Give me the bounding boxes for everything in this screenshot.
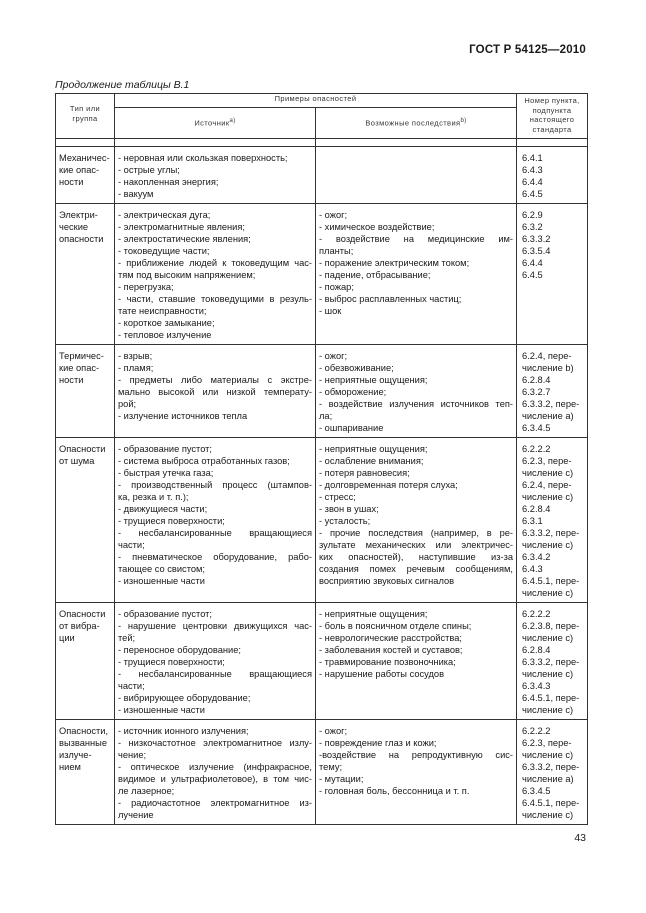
source-cell: - взрыв; - пламя; - предметы либо материалы с экстре- мально высокой или низкой температу- рой; - излучение источников тепла <box>115 345 316 438</box>
source-cell: - источник ионного излучения; - низкочастотное электромагнитное излу- чение; - оптическое излучение (инфракрасное, видимое и ультрафиолетовое), в том чис- ле лазерное; - радиочастотное электромагнитное из- лучение <box>115 720 316 825</box>
table-row <box>56 204 588 345</box>
group-cell: Опасности от вибра- ции <box>56 603 115 720</box>
header-number: Номер пункта, подпункта настоящего стандарта <box>517 94 588 139</box>
table-caption: Продолжение таблицы В.1 <box>55 79 190 91</box>
consequences-cell: - неприятные ощущения; - боль в поясничном отделе спины; - неврологические расстройства; - заболевания костей и суставов; - травмирование позвоночника; - нарушение работы сосудов <box>316 603 517 720</box>
consequences-cell <box>316 147 517 204</box>
clause-numbers-cell: 6.2.2.2 6.2.3, пере- числение с) 6.2.4, пере- числение с) 6.2.8.4 6.3.1 6.3.3.2, пере- числение с) 6.3.4.2 6.4.3 6.4.5.1, пере- числение с) <box>517 438 588 603</box>
source-cell: - электрическая дуга; - электромагнитные явления; - электростатические явления; - токоведущие части; - приближение людей к токоведущим час- тям под высоким напряжением; - перегрузка; - части, ставшие токоведущими в резуль- тате неисправности; - короткое замыкание; - тепловое излучение <box>115 204 316 345</box>
consequences-cell: - ожог; - химическое воздействие; - воздействие на медицинские им- планты; - поражение электрическим током; - падение, отбрасывание; - пожар; - выброс расплавленных частиц; - шок <box>316 204 517 345</box>
group-cell: Термичес- кие опас- ности <box>56 345 115 438</box>
table-row <box>56 345 588 438</box>
table-row <box>56 147 588 204</box>
consequences-cell: - ожог; - повреждение глаз и кожи; -воздействие на репродуктивную сис- тему; - мутации; - головная боль, бессонница и т. п. <box>316 720 517 825</box>
page-number: 43 <box>574 832 586 844</box>
table-body <box>56 139 588 825</box>
header-row-1 <box>56 94 588 108</box>
table-row <box>56 438 588 603</box>
table-row <box>56 603 588 720</box>
clause-numbers-cell: 6.2.2.2 6.2.3, пере- числение с) 6.3.3.2, пере- числение а) 6.3.4.5 6.4.5.1, пере- числение с) <box>517 720 588 825</box>
clause-numbers-cell: 6.4.1 6.4.3 6.4.4 6.4.5 <box>517 147 588 204</box>
clause-numbers-cell: 6.2.4, пере- числение b) 6.2.8.4 6.3.2.7 6.3.3.2, пере- числение а) 6.3.4.5 <box>517 345 588 438</box>
header-examples: Примеры опасностей <box>115 94 517 108</box>
group-cell: Механичес- кие опас- ности <box>56 147 115 204</box>
hazards-table <box>55 93 588 825</box>
header-separator <box>56 139 588 147</box>
group-cell: Опасности от шума <box>56 438 115 603</box>
clause-numbers-cell: 6.2.9 6.3.2 6.3.3.2 6.3.5.4 6.4.4 6.4.5 <box>517 204 588 345</box>
header-source: Источник$^{а)}$ <box>115 108 316 139</box>
consequences-cell: - неприятные ощущения; - ослабление внимания; - потеря равновесия; - долговременная потеря слуха; - стресс; - звон в ушах; - усталость; - прочие последствия (например, в ре- зультате механических или электричес- ких опасностей), наступившие из-за создания помех речевым сообщениям, восприятию звуковых сигналов <box>316 438 517 603</box>
clause-numbers-cell: 6.2.2.2 6.2.3.8, пере- числение с) 6.2.8.4 6.3.3.2, пере- числение с) 6.3.4.3 6.4.5.1, пере- числение с) <box>517 603 588 720</box>
group-cell: Электри- ческие опасности <box>56 204 115 345</box>
source-cell: - неровная или скользкая поверхность; - острые углы; - накопленная энергия; - вакуум <box>115 147 316 204</box>
source-cell: - образование пустот; - система выброса отработанных газов; - быстрая утечка газа; - производственный процесс (штампов- ка, резка и т. п.); - движущиеся части; - трущиеся поверхности; - несбалансированные вращающиеся части; - пневматическое оборудование, рабо- тающее со свистом; - изношенные части <box>115 438 316 603</box>
table-row <box>56 720 588 825</box>
header-row-2 <box>56 108 588 139</box>
document-id: ГОСТ Р 54125—2010 <box>469 44 586 56</box>
source-cell: - образование пустот; - нарушение центровки движущихся час- тей; - переносное оборудование; - трущиеся поверхности; - несбалансированные вращающиеся части; - вибрирующее оборудование; - изношенные части <box>115 603 316 720</box>
header-type: Тип или группа <box>56 94 115 139</box>
consequences-cell: - ожог; - обезвоживание; - неприятные ощущения; - обморожение; - воздействие излучения источников теп- ла; - ошпаривание <box>316 345 517 438</box>
group-cell: Опасности, вызванные излуче- нием <box>56 720 115 825</box>
header-consequences: Возможные последствия$^{b)}$ <box>316 108 517 139</box>
